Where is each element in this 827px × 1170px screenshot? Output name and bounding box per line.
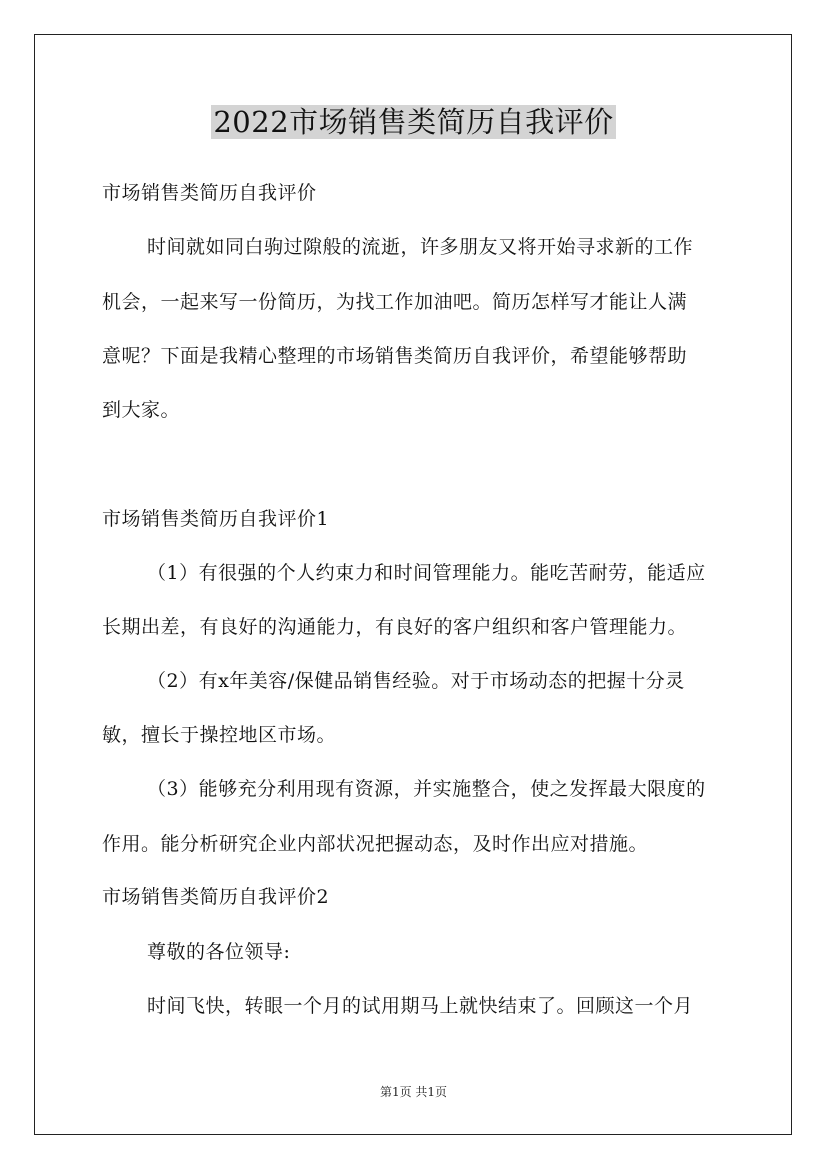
section2-line: 尊敬的各位领导: bbox=[147, 941, 291, 963]
section-heading-1: 市场销售类简历自我评价1 bbox=[102, 508, 330, 530]
section1-line: 作用。能分析研究企业内部状况把握动态，及时作出应对措施。 bbox=[102, 833, 649, 855]
intro-line: 机会，一起来写一份简历，为找工作加油吧。简历怎样写才能让人满 bbox=[102, 291, 688, 313]
section1-line: 长期出差，有良好的沟通能力，有良好的客户组织和客户管理能力。 bbox=[102, 616, 688, 638]
section1-line: （3）能够充分利用现有资源，并实施整合，使之发挥最大限度的 bbox=[147, 778, 706, 800]
section-heading-2: 市场销售类简历自我评价2 bbox=[102, 886, 330, 908]
intro-line: 时间就如同白驹过隙般的流逝，许多朋友又将开始寻求新的工作 bbox=[147, 236, 694, 258]
section1-line: （1）有很强的个人约束力和时间管理能力。能吃苦耐劳，能适应 bbox=[147, 562, 706, 584]
section1-line: （2）有x年美容/保健品销售经验。对于市场动态的把握十分灵 bbox=[147, 670, 685, 692]
section1-line: 敏，擅长于操控地区市场。 bbox=[102, 724, 337, 746]
document-title-text: 2022市场销售类简历自我评价 bbox=[213, 105, 614, 139]
document-title bbox=[0, 100, 827, 144]
section2-line: 时间飞快，转眼一个月的试用期马上就快结束了。回顾这一个月 bbox=[147, 995, 694, 1017]
intro-line: 到大家。 bbox=[102, 399, 181, 421]
document-subtitle: 市场销售类简历自我评价 bbox=[102, 182, 317, 204]
page-number: 第1页 共1页 bbox=[379, 1085, 448, 1099]
intro-line: 意呢？下面是我精心整理的市场销售类简历自我评价，希望能够帮助 bbox=[102, 345, 688, 367]
